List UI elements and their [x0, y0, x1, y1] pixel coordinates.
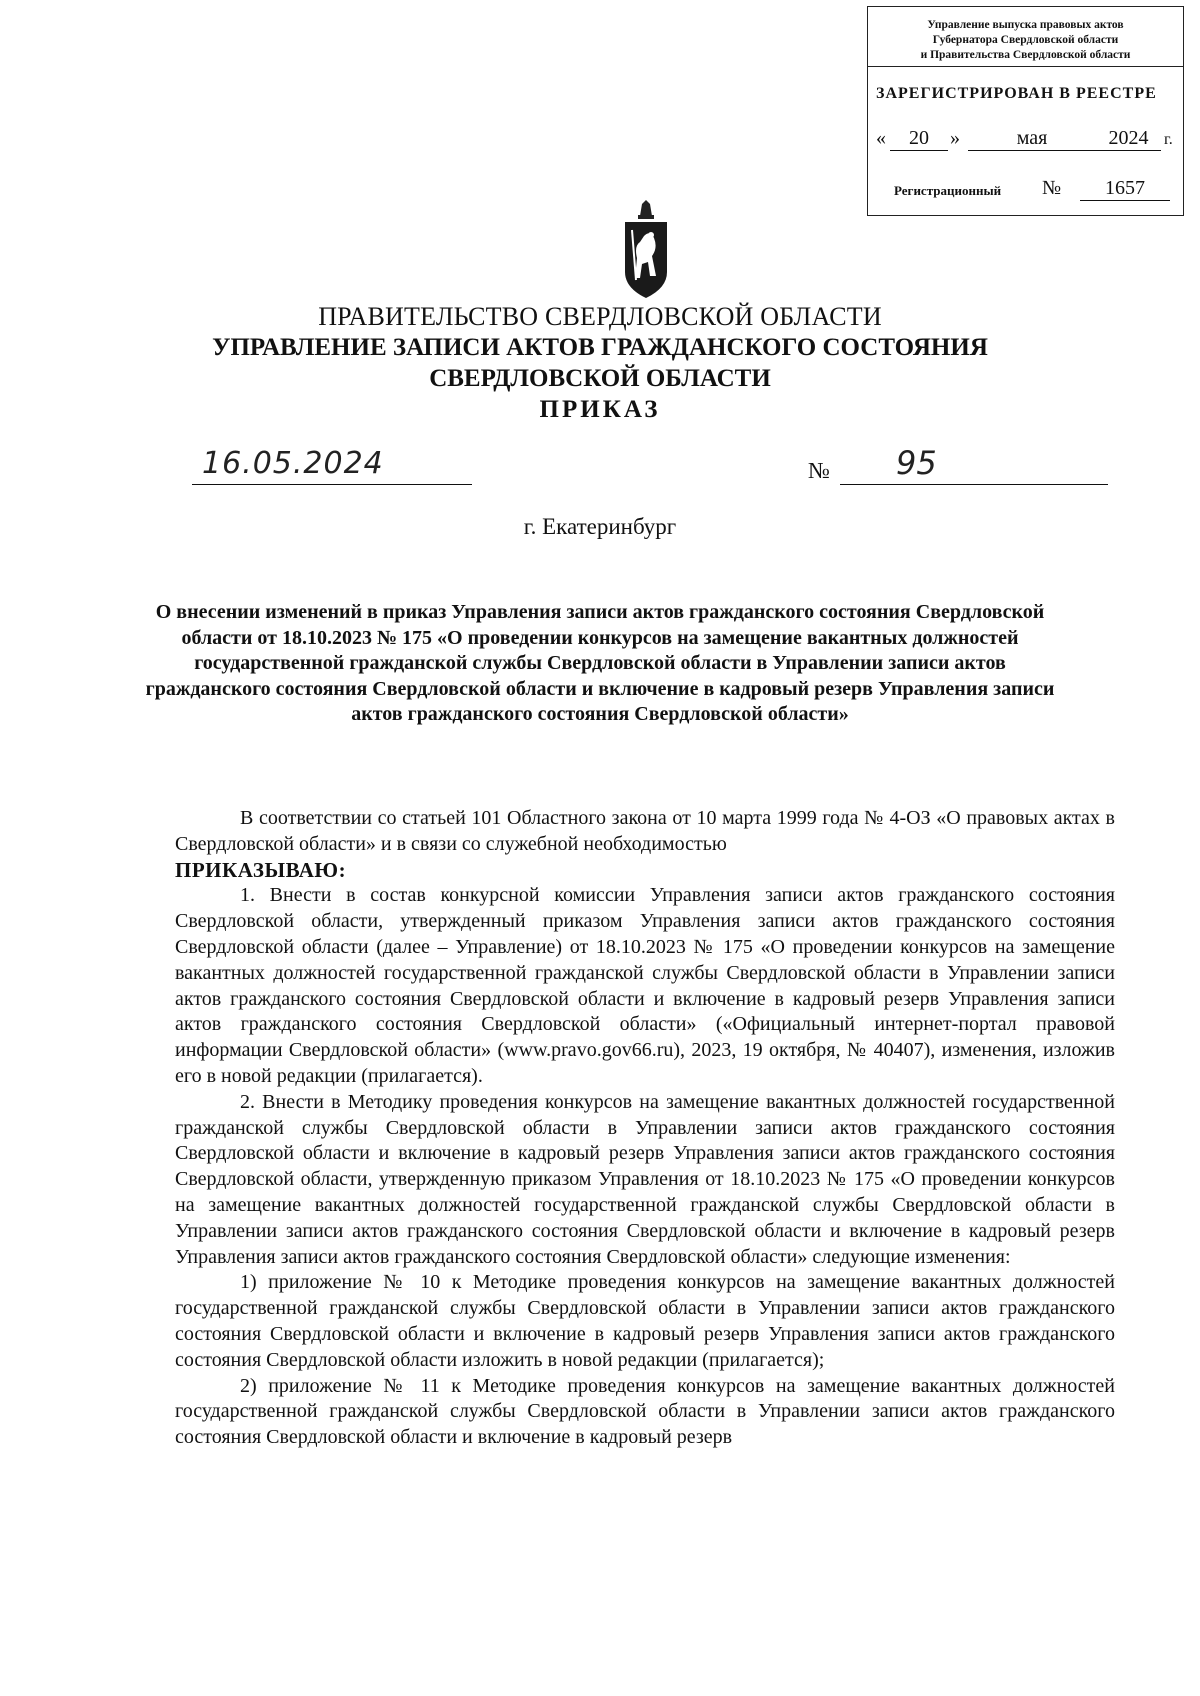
stamp-month: мая	[968, 127, 1096, 151]
order-word: ПРИКАЗЫВАЮ:	[175, 857, 347, 882]
coat-of-arms-emblem	[622, 200, 670, 300]
stamp-quote-close: »	[950, 127, 960, 149]
order-title: О внесении изменений в приказ Управления записи актов гражданского состояния Свердловской области от 18.10.2023 № 175 «О проведении конкурсов на замещение вакантных должностей государственной гражданской службы Свердловской области в Управлении записи актов гражданского состояния Свердловской области и включение в кадровый резерв Управления записи актов гражданского состояния Свердловской области»	[145, 601, 1055, 725]
stamp-year-suffix: г.	[1164, 131, 1173, 148]
subitem-2-paragraph: 2) приложение № 11 к Методике проведения конкурсов на замещение вакантных должностей государственной гражданской службы Свердловской области в Управлении записи актов гражданского состояния Свердловской области и включение в кадровый резерв	[175, 1374, 1115, 1449]
order-date-field	[192, 448, 472, 485]
stamp-header-line: Губернатора Свердловской области	[932, 34, 1119, 46]
preamble-paragraph: В соответствии со статьей 101 Областного закона от 10 марта 1999 года № 4-ОЗ «О правовых актах в Свердловской области» и в связи со служебной необходимостью	[175, 807, 1115, 855]
subitem-1-paragraph: 1) приложение № 10 к Методике проведения конкурсов на замещение вакантных должностей государственной гражданской службы Свердловской области в Управлении записи актов гражданского состояния Свердловской области и включение в кадровый резерв Управления записи актов гражданского состояния Свердловской области изложить в новой редакции (прилагается);	[175, 1271, 1115, 1371]
order-body	[175, 806, 1115, 1451]
stamp-reg-label: Регистрационный	[894, 183, 1002, 198]
coat-of-arms-icon	[622, 200, 670, 300]
order-date-handwritten: 16.05.2024	[202, 446, 384, 481]
stamp-quote-open: «	[876, 127, 886, 149]
stamp-header	[868, 7, 1183, 67]
stamp-registered-label: ЗАРЕГИСТРИРОВАН В РЕЕСТРЕ	[876, 85, 1157, 102]
stamp-header-line: Управление выпуска правовых актов	[927, 19, 1124, 31]
stamp-no-sign: №	[1042, 177, 1062, 199]
department-name-line1: УПРАВЛЕНИЕ ЗАПИСИ АКТОВ ГРАЖДАНСКОГО СОСТОЯНИЯ	[212, 334, 988, 361]
registration-stamp	[867, 6, 1184, 216]
stamp-day: 20	[890, 127, 948, 151]
stamp-reg-number: 1657	[1080, 177, 1170, 201]
stamp-year: 2024	[1096, 127, 1161, 151]
item-1-paragraph: 1. Внести в состав конкурсной комиссии Управления записи актов гражданского состояния Свердловской области, утвержденный приказом Управления записи актов гражданского состояния Свердловской области (далее – Управление) от 18.10.2023 № 175 «О проведении конкурсов на замещение вакантных должностей государственной гражданской службы Свердловской области в Управлении записи актов гражданского состояния Свердловской области и включение в кадровый резерв Управления записи актов гражданского состояния Свердловской области» («Официальный интернет-портал правовой информации Свердловской области» (www.pravo.gov66.ru), 2023, 19 октября, № 40407), изменения, изложив его в новой редакции (прилагается).	[175, 884, 1115, 1087]
order-no-label: №	[808, 458, 830, 483]
city-name: г. Екатеринбург	[523, 514, 677, 539]
stamp-reg-number-row	[894, 177, 1174, 203]
government-name: ПРАВИТЕЛЬСТВО СВЕРДЛОВСКОЙ ОБЛАСТИ	[318, 302, 882, 331]
item-2-paragraph: 2. Внести в Методику проведения конкурсов на замещение вакантных должностей государственной гражданской службы Свердловской области в Управлении записи актов гражданского состояния Свердловской области и включение в кадровый резерв Управления записи актов гражданского состояния Свердловской области, утвержденную приказом Управления от 18.10.2023 № 175 «О проведении конкурсов на замещение вакантных должностей государственной гражданской службы Свердловской области в Управлении записи актов гражданского состояния Свердловской области и включение в кадровый резерв Управления записи актов гражданского состояния Свердловской области» следующие изменения:	[175, 1090, 1115, 1268]
order-number-field	[840, 444, 1108, 485]
stamp-date	[876, 127, 1176, 155]
department-name-line2: СВЕРДЛОВСКОЙ ОБЛАСТИ	[429, 365, 771, 392]
document-type: ПРИКАЗ	[539, 396, 661, 423]
stamp-header-line: и Правительства Свердловской области	[920, 49, 1131, 61]
order-number-handwritten: 95	[896, 444, 937, 482]
